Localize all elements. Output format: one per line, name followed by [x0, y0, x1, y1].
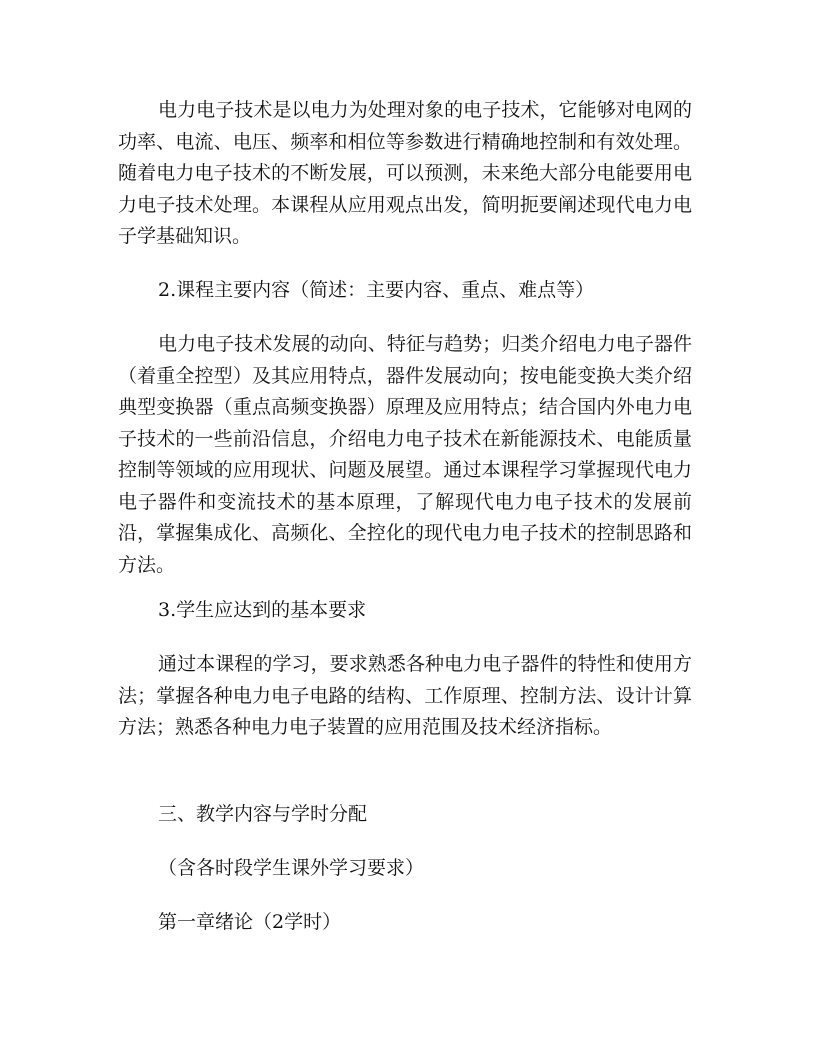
requirements-heading: 3.学生应达到的基本要求 [158, 599, 367, 621]
requirements-paragraph: 通过本课程的学习，要求熟悉各种电力电子器件的特性和使用方法；掌握各种电力电子电路的结构、工作原理、控制方法、设计计算方法；熟悉各种电力电子装置的应用范围及技术经济指标。 [118, 653, 692, 738]
main-content-paragraph: 电力电子技术发展的动向、特征与趋势；归类介绍电力电子器件（着重全控型）及其应用特点，器件发展动向；按电能变换大类介绍典型变换器（重点高频变换器）原理及应用特点；结合国内外电力电子技术的一些前沿信息，介绍电力电子技术在新能源技术、电能质量控制等领域的应用现状、问题及展望。通过本课程学习掌握现代电力电子器件和变流技术的基本原理，了解现代电力电子技术的发展前沿，掌握集成化、高频化、全控化的现代电力电子技术的控制思路和方法。 [118, 333, 692, 576]
section-three-subheading: （含各时段学生课外学习要求） [158, 857, 425, 879]
chapter-one-title: 第一章绪论（2学时） [158, 911, 342, 933]
main-content-heading: 2.课程主要内容（简述：主要内容、重点、难点等） [158, 279, 595, 301]
intro-paragraph: 电力电子技术是以电力为处理对象的电子技术，它能够对电网的功率、电流、电压、频率和相位等参数进行精确地控制和有效处理。随着电力电子技术的不断发展，可以预测，未来绝大部分电能要用电力电子技术处理。本课程从应用观点出发，简明扼要阐述现代电力电子学基础知识。 [118, 99, 692, 247]
section-three-heading: 三、教学内容与学时分配 [158, 803, 368, 825]
